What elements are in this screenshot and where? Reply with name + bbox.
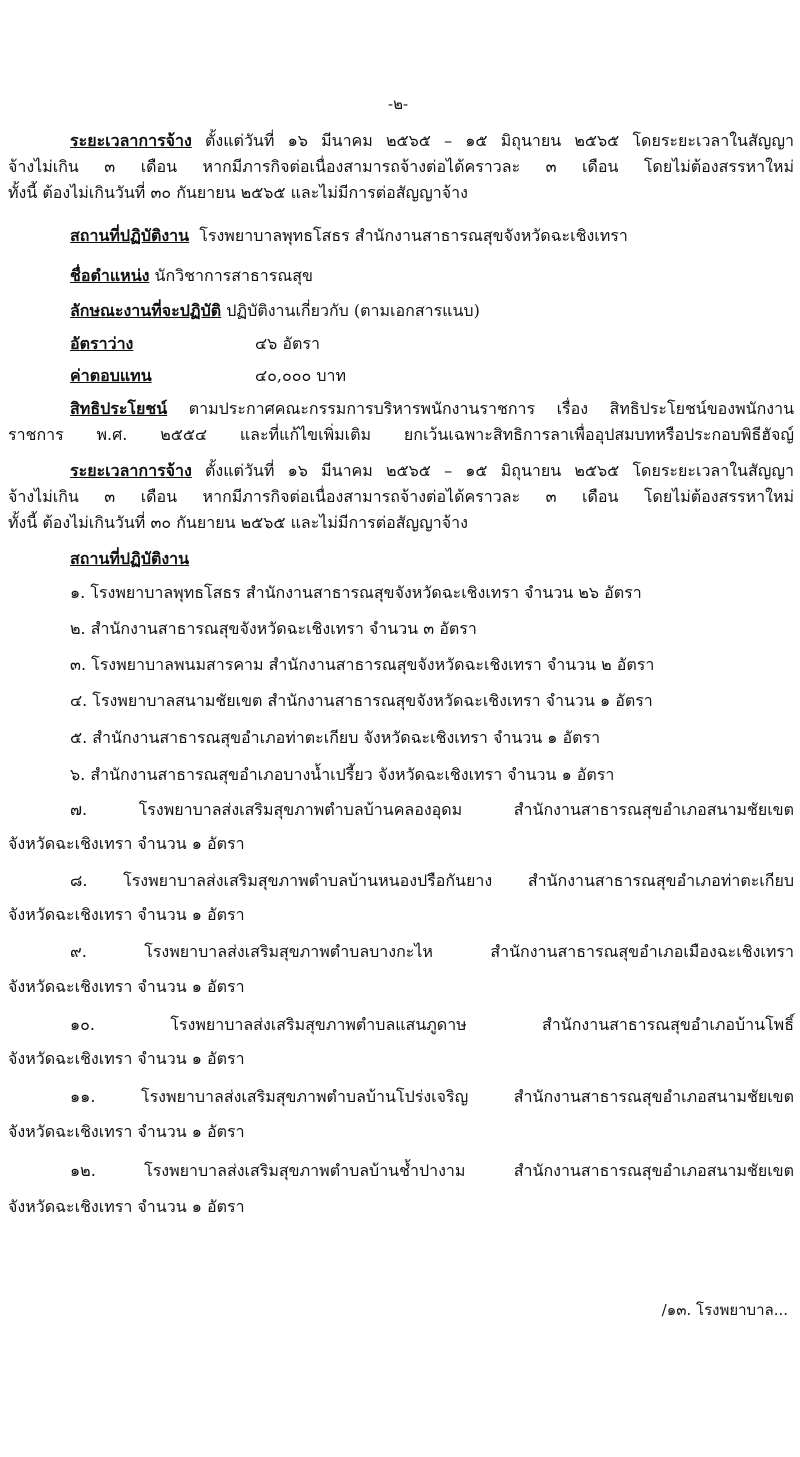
employment-period-label: ระยะเวลาการจ้าง [70, 461, 192, 480]
salary-value: ๔๐,๐๐๐ บาท [255, 366, 347, 385]
list-item: ๒. สำนักงานสาธารณสุขจังหวัดฉะเชิงเทรา จำนวน ๓ อัตรา [70, 619, 477, 638]
employment-period-1-line-1: ระยะเวลาการจ้าง ตั้งแต่วันที่ ๑๖ มีนาคม ๒๕๖๕ – ๑๕ มิถุนายน ๒๕๖๕ โดยระยะเวลาในสัญญา [70, 131, 794, 150]
employment-period-2-line-2: จ้างไม่เกิน ๓ เดือน หากมีภารกิจต่อเนื่องสามารถจ้างต่อได้คราวละ ๓ เดือน โดยไม่ต้องสรรหาใหม่ [8, 487, 794, 506]
employment-period-2-line-3: ทั้งนี้ ต้องไม่เกินวันที่ ๓๐ กันยายน ๒๕๖๕ และไม่มีการต่อสัญญาจ้าง [8, 513, 468, 532]
duties: ลักษณะงานที่จะปฏิบัติ ปฏิบัติงานเกี่ยวกับ (ตามเอกสารแนบ) [70, 301, 480, 320]
list-item-continuation: จังหวัดฉะเชิงเทรา จำนวน ๑ อัตรา [8, 834, 245, 853]
workplace-1: สถานที่ปฏิบัติงาน โรงพยาบาลพุทธโสธร สำนักงานสาธารณสุขจังหวัดฉะเชิงเทรา [70, 226, 628, 245]
vacancies-label: อัตราว่าง [70, 334, 134, 353]
list-item-continuation: จังหวัดฉะเชิงเทรา จำนวน ๑ อัตรา [8, 905, 245, 924]
workplace-label: สถานที่ปฏิบัติงาน [70, 226, 190, 245]
duties-label: ลักษณะงานที่จะปฏิบัติ [70, 301, 222, 320]
list-item-continuation: จังหวัดฉะเชิงเทรา จำนวน ๑ อัตรา [8, 1197, 245, 1216]
list-item: ๑๐. โรงพยาบาลส่งเสริมสุขภาพตำบลแสนภูดาษ สำนักงานสาธารณสุขอำเภอบ้านโพธิ์ [70, 1015, 794, 1034]
list-item: ๕. สำนักงานสาธารณสุขอำเภอท่าตะเกียบ จังหวัดฉะเชิงเทรา จำนวน ๑ อัตรา [70, 728, 601, 747]
list-item: ๘. โรงพยาบาลส่งเสริมสุขภาพตำบลบ้านหนองปรือกันยาง สำนักงานสาธารณสุขอำเภอท่าตะเกียบ [70, 871, 794, 890]
salary-label: ค่าตอบแทน [70, 366, 152, 385]
vacancies-value: ๔๖ อัตรา [255, 334, 320, 353]
list-item-continuation: จังหวัดฉะเชิงเทรา จำนวน ๑ อัตรา [8, 1122, 245, 1141]
employment-period-label: ระยะเวลาการจ้าง [70, 131, 192, 150]
list-item: ๑. โรงพยาบาลพุทธโสธร สำนักงานสาธารณสุขจังหวัดฉะเชิงเทรา จำนวน ๒๖ อัตรา [70, 583, 642, 602]
position-name: ชื่อตำแหน่ง นักวิชาการสาธารณสุข [70, 266, 313, 285]
employment-period-1-line-2: จ้างไม่เกิน ๓ เดือน หากมีภารกิจต่อเนื่องสามารถจ้างต่อได้คราวละ ๓ เดือน โดยไม่ต้องสรรหาใหม่ [8, 157, 794, 176]
benefits-label: สิทธิประโยชน์ [70, 399, 168, 418]
employment-period-2-line-1: ระยะเวลาการจ้าง ตั้งแต่วันที่ ๑๖ มีนาคม ๒๕๖๕ – ๑๕ มิถุนายน ๒๕๖๕ โดยระยะเวลาในสัญญา [70, 461, 794, 480]
page-number: -๒- [388, 95, 409, 113]
list-item: ๗. โรงพยาบาลส่งเสริมสุขภาพตำบลบ้านคลองอุดม สำนักงานสาธารณสุขอำเภอสนามชัยเขต [70, 800, 794, 819]
benefits-line-1: สิทธิประโยชน์ ตามประกาศคณะกรรมการบริหารพนักงานราชการ เรื่อง สิทธิประโยชน์ของพนักงาน [70, 399, 795, 418]
list-item: ๓. โรงพยาบาลพนมสารคาม สำนักงานสาธารณสุขจังหวัดฉะเชิงเทรา จำนวน ๒ อัตรา [70, 655, 655, 674]
list-item: ๙. โรงพยาบาลส่งเสริมสุขภาพตำบลบางกะไห สำนักงานสาธารณสุขอำเภอเมืองฉะเชิงเทรา [70, 942, 794, 961]
continuation-note: /๑๓. โรงพยาบาล... [661, 1301, 788, 1319]
list-item-continuation: จังหวัดฉะเชิงเทรา จำนวน ๑ อัตรา [8, 977, 245, 996]
list-item: ๑๑. โรงพยาบาลส่งเสริมสุขภาพตำบลบ้านโปร่งเจริญ สำนักงานสาธารณสุขอำเภอสนามชัยเขต [70, 1087, 794, 1106]
list-item-continuation: จังหวัดฉะเชิงเทรา จำนวน ๑ อัตรา [8, 1049, 245, 1068]
position-label: ชื่อตำแหน่ง [70, 266, 150, 285]
benefits-line-2: ราชการ พ.ศ. ๒๕๕๔ และที่แก้ไขเพิ่มเติม ยกเว้นเฉพาะสิทธิการลาเพื่ออุปสมบทหรือประกอบพิธีฮัจญ์ [8, 425, 794, 444]
list-item: ๖. สำนักงานสาธารณสุขอำเภอบางน้ำเปรี้ยว จังหวัดฉะเชิงเทรา จำนวน ๑ อัตรา [70, 765, 615, 784]
employment-period-1-line-3: ทั้งนี้ ต้องไม่เกินวันที่ ๓๐ กันยายน ๒๕๖๕ และไม่มีการต่อสัญญาจ้าง [8, 183, 468, 202]
list-item: ๔. โรงพยาบาลสนามชัยเขต สำนักงานสาธารณสุขจังหวัดฉะเชิงเทรา จำนวน ๑ อัตรา [70, 691, 653, 710]
list-item: ๑๒. โรงพยาบาลส่งเสริมสุขภาพตำบลบ้านช้ำปางาม สำนักงานสาธารณสุขอำเภอสนามชัยเขต [70, 1161, 794, 1180]
workplace-2-label: สถานที่ปฏิบัติงาน [70, 549, 190, 568]
